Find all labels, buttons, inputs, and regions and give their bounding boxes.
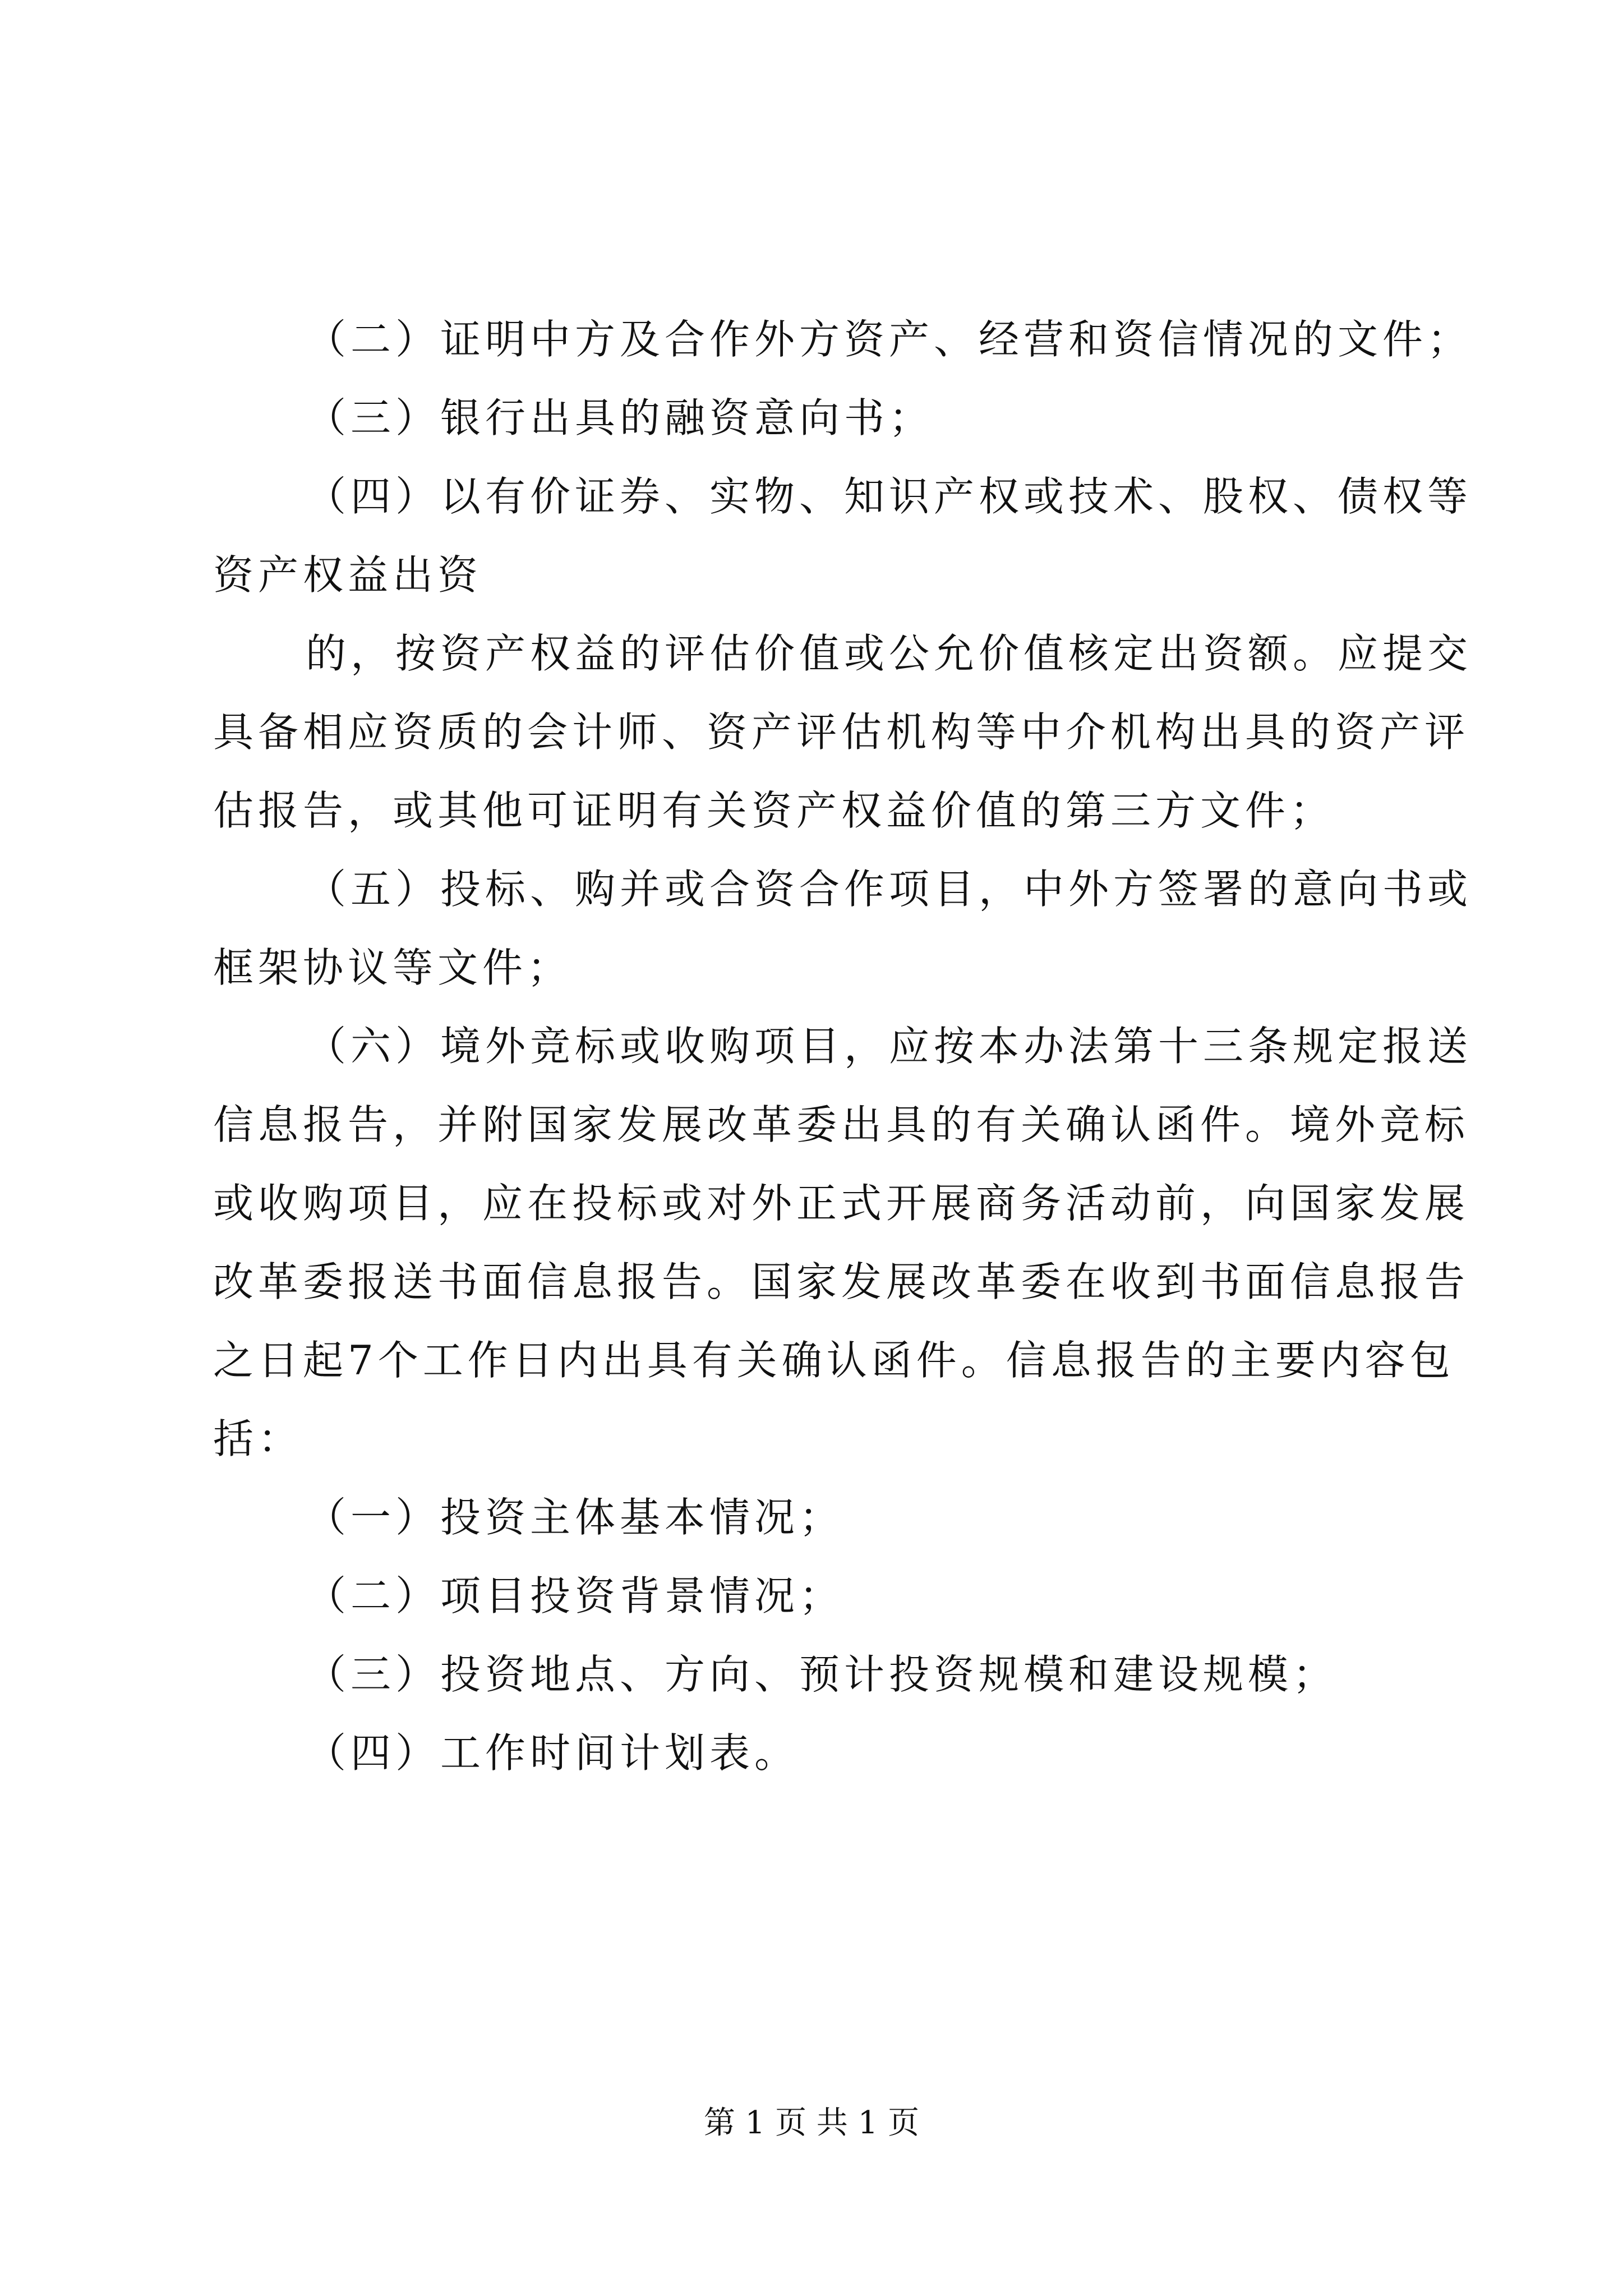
paragraph-line: （三）银行出具的融资意向书； [306,394,934,441]
paragraph-line: 改革委报送书面信息报告。国家发展改革委在收到书面信息报告 [213,1258,1470,1305]
paragraph-line: 框架协议等文件； [213,944,573,991]
paragraph-line: （四）以有价证券、实物、知识产权或技术、股权、债权等 [306,473,1473,520]
paragraph-line: 括： [213,1415,303,1462]
paragraph-line: 信息报告，并附国家发展改革委出具的有关确认函件。境外竞标 [213,1101,1470,1148]
paragraph-line: （五）投标、购并或合资合作项目，中外方签署的意向书或 [306,866,1473,913]
paragraph-line: 或收购项目，应在投标或对外正式开展商务活动前，向国家发展 [213,1180,1470,1227]
paragraph-line: （三）投资地点、方向、预计投资规模和建设规模； [306,1651,1338,1698]
paragraph-line: 的，按资产权益的评估价值或公允价值核定出资额。应提交 [306,630,1473,677]
paragraph-line: （二）项目投资背景情况； [306,1572,845,1619]
paragraph-line: 资产权益出资 [213,551,483,599]
paragraph-line: 估报告，或其他可证明有关资产权益价值的第三方文件； [213,787,1335,834]
paragraph-line: 具备相应资质的会计师、资产评估机构等中介机构出具的资产评 [213,708,1470,756]
paragraph-line: （六）境外竞标或收购项目，应按本办法第十三条规定报送 [306,1023,1473,1070]
paragraph-line: 之日起7个工作日内出具有关确认函件。信息报告的主要内容包 [213,1337,1455,1384]
paragraph-line: （四）工作时间计划表。 [306,1729,800,1777]
paragraph-line: （一）投资主体基本情况； [306,1494,845,1541]
paragraph-line: （二）证明中方及合作外方资产、经营和资信情况的文件； [306,316,1473,363]
page-number-footer: 第 1 页 共 1 页 [703,2105,920,2141]
